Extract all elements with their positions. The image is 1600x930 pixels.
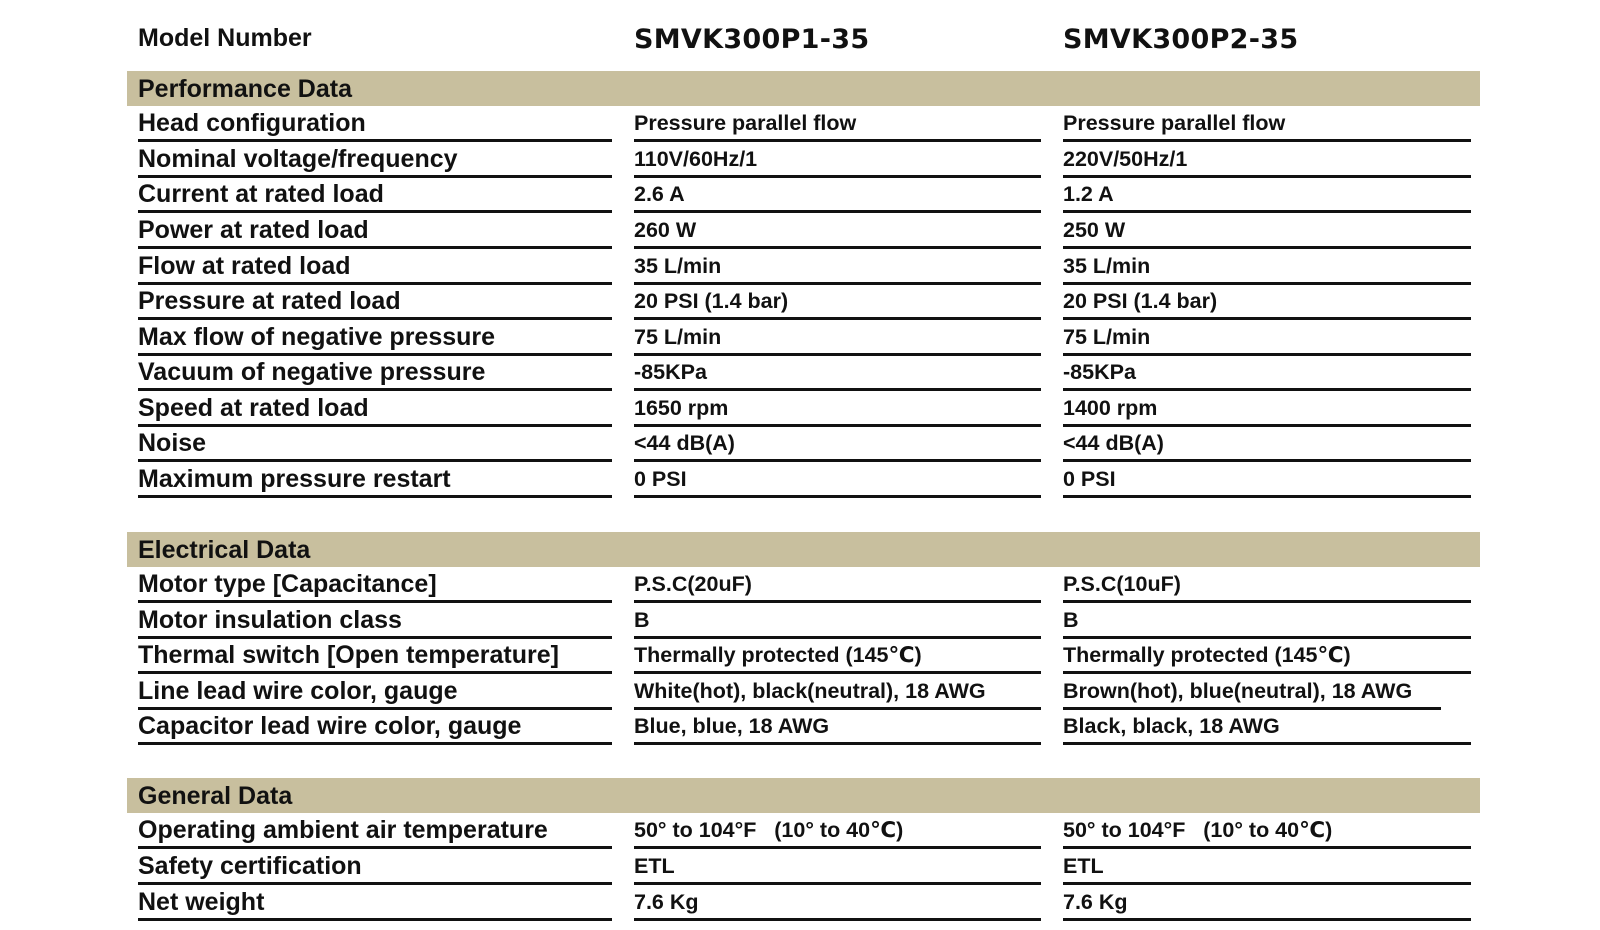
row-value-col2: 75 L/min [1063, 322, 1471, 356]
row-value-col1: 2.6 A [634, 179, 1041, 213]
row-label: Head configuration [138, 108, 612, 142]
row-value-col1: 110V/60Hz/1 [634, 144, 1041, 178]
section-header-general [127, 778, 1480, 813]
row-value-col2: -85KPa [1063, 357, 1471, 391]
row-value-col2: 7.6 Kg [1063, 887, 1471, 921]
row-value-col1: 35 L/min [634, 251, 1041, 285]
table-row [0, 391, 1600, 427]
row-value-col1: Thermally protected (145℃) [634, 640, 1041, 674]
row-value-col2: 35 L/min [1063, 251, 1471, 285]
table-row [0, 849, 1600, 885]
row-label: Safety certification [138, 851, 612, 885]
table-row [0, 320, 1600, 356]
row-value-col2: 250 W [1063, 215, 1471, 249]
row-label: Motor type [Capacitance] [138, 569, 612, 603]
row-label: Motor insulation class [138, 605, 612, 639]
table-row [0, 426, 1600, 462]
table-row [0, 355, 1600, 391]
table-row [0, 106, 1600, 142]
row-value-col2: 1.2 A [1063, 179, 1471, 213]
row-value-col2: 50° to 104°F (10° to 40℃) [1063, 815, 1471, 849]
row-value-col2: Black, black, 18 AWG [1063, 711, 1471, 745]
row-value-col2: Brown(hot), blue(neutral), 18 AWG [1063, 676, 1441, 710]
row-value-col1: 7.6 Kg [634, 887, 1041, 921]
row-label: Power at rated load [138, 215, 612, 249]
row-label: Operating ambient air temperature [138, 815, 612, 849]
row-label: Current at rated load [138, 179, 612, 213]
row-label: Max flow of negative pressure [138, 322, 612, 356]
row-label: Nominal voltage/frequency [138, 144, 612, 178]
section-title: General Data [138, 782, 293, 810]
row-value-col2: 220V/50Hz/1 [1063, 144, 1471, 178]
row-value-col1: 260 W [634, 215, 1041, 249]
table-row [0, 813, 1600, 849]
table-row [0, 249, 1600, 285]
row-label: Vacuum of negative pressure [138, 357, 612, 391]
model-header-row [0, 20, 1600, 60]
table-row [0, 213, 1600, 249]
table-row [0, 674, 1600, 710]
row-value-col2: P.S.C(10uF) [1063, 569, 1471, 603]
section-title: Performance Data [138, 75, 352, 103]
row-value-col1: 50° to 104°F (10° to 40℃) [634, 815, 1041, 849]
row-value-col1: 20 PSI (1.4 bar) [634, 286, 1041, 320]
table-row [0, 885, 1600, 921]
model-number-label: Model Number [138, 24, 312, 52]
row-label: Thermal switch [Open temperature] [138, 640, 612, 674]
section-header-performance [127, 71, 1480, 106]
row-label: Speed at rated load [138, 393, 612, 427]
row-value-col1: 1650 rpm [634, 393, 1041, 427]
row-value-col1: P.S.C(20uF) [634, 569, 1041, 603]
row-value-col1: B [634, 605, 1041, 639]
row-value-col2: 20 PSI (1.4 bar) [1063, 286, 1471, 320]
row-value-col2: Pressure parallel flow [1063, 108, 1471, 142]
row-value-col2: B [1063, 605, 1471, 639]
row-label: Net weight [138, 887, 612, 921]
section-title: Electrical Data [138, 536, 311, 564]
row-label: Flow at rated load [138, 251, 612, 285]
row-value-col2: Thermally protected (145℃) [1063, 640, 1471, 674]
row-value-col1: Blue, blue, 18 AWG [634, 711, 1041, 745]
row-label: Pressure at rated load [138, 286, 612, 320]
row-value-col1: 0 PSI [634, 464, 1041, 498]
table-row [0, 638, 1600, 674]
table-row [0, 142, 1600, 178]
table-row [0, 284, 1600, 320]
row-value-col2: 1400 rpm [1063, 393, 1471, 427]
table-row [0, 177, 1600, 213]
row-label: Noise [138, 428, 612, 462]
row-value-col2: 0 PSI [1063, 464, 1471, 498]
table-row [0, 603, 1600, 639]
row-value-col1: 75 L/min [634, 322, 1041, 356]
row-label: Line lead wire color, gauge [138, 676, 612, 710]
row-value-col1: Pressure parallel flow [634, 108, 1041, 142]
model-name-col1: SMVK300P1-35 [634, 24, 870, 55]
table-row [0, 567, 1600, 603]
model-name-col2: SMVK300P2-35 [1063, 24, 1299, 55]
row-value-col1: White(hot), black(neutral), 18 AWG [634, 676, 1041, 710]
section-header-electrical [127, 532, 1480, 567]
row-label: Maximum pressure restart [138, 464, 612, 498]
row-label: Capacitor lead wire color, gauge [138, 711, 612, 745]
table-row [0, 709, 1600, 745]
table-row [0, 462, 1600, 498]
row-value-col2: ETL [1063, 851, 1471, 885]
row-value-col1: ETL [634, 851, 1041, 885]
row-value-col1: -85KPa [634, 357, 1041, 391]
row-value-col1: <44 dB(A) [634, 428, 1041, 462]
row-value-col2: <44 dB(A) [1063, 428, 1471, 462]
